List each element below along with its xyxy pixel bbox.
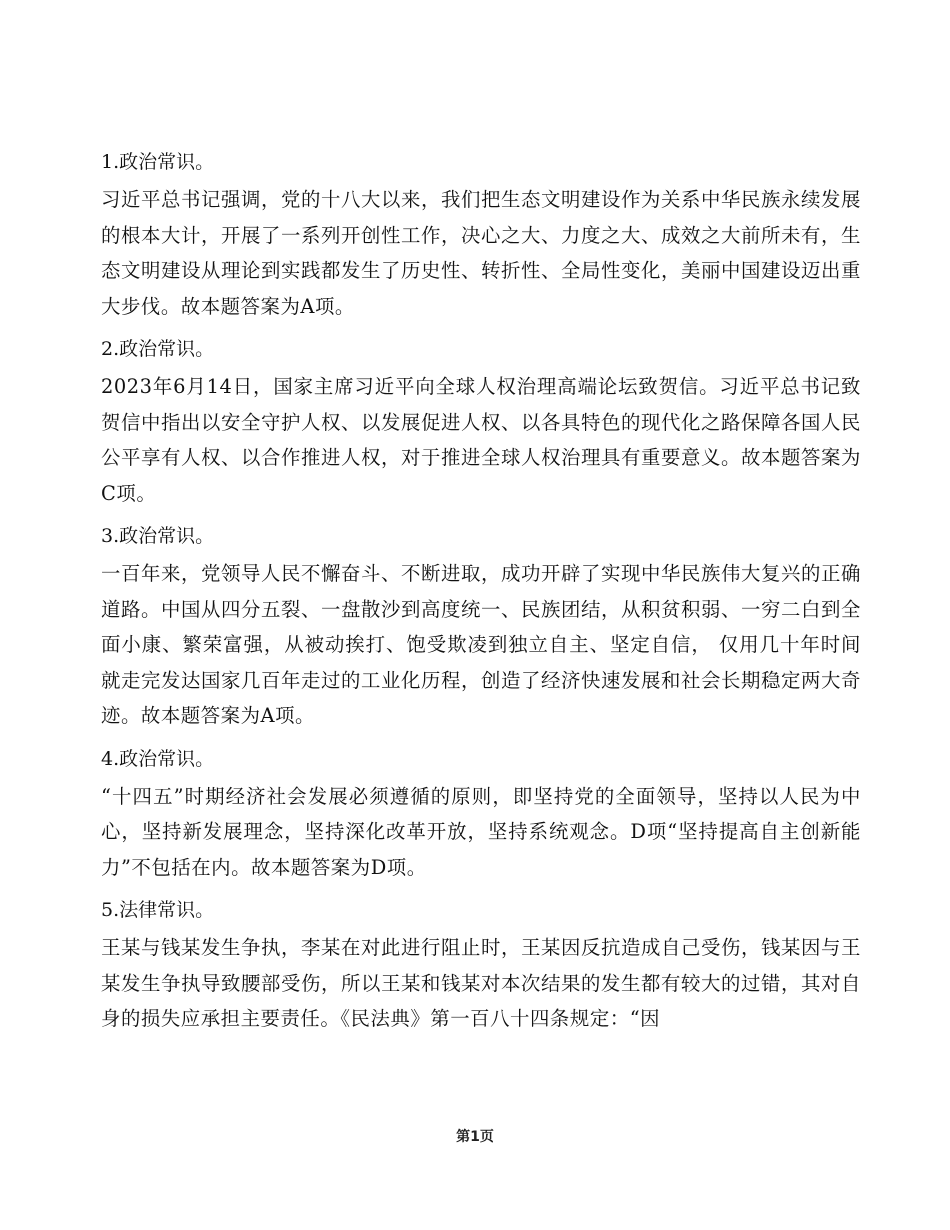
- explanation-item-4: [101, 740, 861, 886]
- item-heading: 4.政治常识。: [101, 747, 215, 770]
- explanation-item-1: [101, 143, 861, 324]
- page-number: 第1页: [456, 1129, 494, 1145]
- item-heading: 1.政治常识。: [101, 151, 215, 173]
- answer-explanations: [101, 143, 861, 1043]
- explanation-item-3: [101, 517, 861, 734]
- item-body: 王某与钱某发生争执，李某在对此进行阻止时，王某因反抗造成自己受伤，钱某因与王某发生争执导致腰部受伤，所以王某和钱某对本次结果的发生都有较大的过错，其对自身的损失应承担主要责任。《民法典》第一百八十四条规定：“因: [101, 936, 861, 1030]
- item-body: 一百年来，党领导人民不懈奋斗、不断进取，成功开辟了实现中华民族伟大复兴的正确道路。中国从四分五裂、一盘散沙到高度统一、民族团结，从积贫积弱、一穷二白到全面小康、繁荣富强，从被动挨打、饱受欺凌到独立自主、坚定自信， 仅用几十年时间就走完发达国家几百年走过的工业化历程，创造了经济快速发展和社会长期稳定两大奇迹。故本题答案为A项。: [101, 562, 861, 727]
- item-body: “十四五”时期经济社会发展必须遵循的原则，即坚持党的全面领导，坚持以人民为中心，坚持新发展理念，坚持深化改革开放，坚持系统观念。D项“坚持提高自主创新能力”不包括在内。故本题答案为D项。: [101, 784, 861, 879]
- explanation-item-2: [101, 330, 861, 511]
- item-body: 习近平总书记强调，党的十八大以来，我们把生态文明建设作为关系中华民族永续发展的根本大计，开展了一系列开创性工作，决心之大、力度之大、成效之大前所未有，生态文明建设从理论到实践都发生了历史性、转折性、全局性变化，美丽中国建设迈出重大步伐。故本题答案为A项。: [101, 188, 861, 318]
- item-heading: 2.政治常识。: [101, 338, 215, 360]
- item-heading: 3.政治常识。: [101, 525, 215, 547]
- explanation-item-5: [101, 891, 861, 1037]
- item-heading: 5.法律常识。: [101, 899, 215, 921]
- item-body: 2023年6月14日，国家主席习近平向全球人权治理高端论坛致贺信。习近平总书记致贺信中指出以安全守护人权、以发展促进人权、以各具特色的现代化之路保障各国人民公平享有人权、以合作推进人权，对于推进全球人权治理具有重要意义。故本题答案为C项。: [101, 375, 861, 505]
